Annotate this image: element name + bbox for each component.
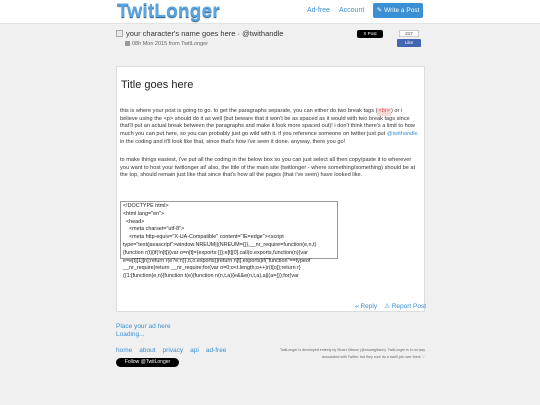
footer-about-link[interactable]: about [139,347,156,354]
post-meta [125,41,208,47]
report-link[interactable] [384,303,426,310]
nav-ad-free[interactable]: Ad-free [307,7,330,14]
loading-text: Loading... [116,331,145,338]
warning-icon: ⚠ [384,303,390,310]
para1-text-b: ) or i believe using the <p> should do it as well (but beware that it won't be as spaced as it would with two break tags since that'll put an actual break between the paragraphs and make it look more spaced out)! i don't think there's a limit to how much you can put here, so you can probably just go wild with it. if you reference someone on twitter just put [120,108,415,138]
top-navbar [0,0,540,24]
code-content: <!DOCTYPE html> <html lang="en"> <head> <meta charset="utf-8"> <meta http-equiv="X-UA-Compatible" content="IE=edge"><script type="text/javascript">window.NREUM||(NREUM={}),__nr_require=function(e,n,t) {function r(t){if(!n[t]){var o=n[t]={exports:{}};e[t][0].call(o.exports,function(n){var e=e[t][1][n];return r(e?e:n)},o,o.exports)}return n[t].exports}if("function"==typeof __nr_require)return __nr_require;for(var o=0;o<t.length;o++)r(t[o]);return r} ({1:[function(e,n){function t(e){function n(n,t,a){e&&e(n,t,a),a||(a={});for(var [123,203,317,280]
code-textarea[interactable] [120,201,338,280]
write-post-button[interactable] [373,3,423,18]
credit-line-2: associated with Twitter, but they sure do a swell job over there ♡ [322,355,425,359]
follow-label: Follow @TwitLonger [124,359,171,365]
post-title: Title goes here [121,79,194,91]
post-paragraph-2: to make things easiest, i've put all the coding in the below box so you can just select all then copy/paste it to wherever you want to host your twitlonger at! also, the title of the main site (twitlonger - where something/something) should be at the top, should remain just like that since that's how all the pages (that i've seen) have looked like. [120,157,416,179]
para1-text-c: in the coding and it'll look like that, since that's how i've seen it done. anyway, there you go! [120,138,346,145]
footer-home-link[interactable]: home [116,347,133,354]
place-ad-link[interactable]: Place your ad here [116,323,171,330]
br-tag-code: <br> [378,108,390,114]
twitlonger-logo[interactable]: TwitLonger [117,1,220,22]
facebook-like-button[interactable] [397,39,421,47]
reply-link[interactable] [355,303,377,310]
post-actions [355,302,426,311]
x-post-button[interactable] [357,30,383,38]
credit-line-1: TwitLonger is developed entirely by Stuart Gibson (@stuartgibson). TwitLonger is in no way [279,348,425,352]
footer-ad-free-link[interactable]: ad-free [205,347,227,354]
author-line[interactable]: your character's name goes here · @twithandle [126,29,284,38]
nav-account[interactable]: Account [339,7,365,14]
pencil-icon: ✎ [376,7,383,14]
avatar[interactable] [116,30,123,37]
post-paragraph-1 [120,108,421,147]
footer-api-link[interactable]: api [190,347,199,354]
footer-privacy-link[interactable]: privacy [162,347,184,354]
para1-text-a: this is where your post is going to go. to get the paragraphs separate, you can either do two break tags ( [120,108,378,114]
twitter-mention-link[interactable]: @twithandle [386,131,418,138]
write-post-label: Write a Post [384,7,420,14]
follow-twitlonger-button[interactable] [116,358,179,367]
facebook-like-count: 217 [399,30,419,37]
reply-icon: ⤶ [355,303,359,310]
report-label: Report Post [391,303,427,310]
facebook-like-label: Like [404,40,414,45]
footer-nav [116,347,233,354]
x-post-label: X Post [363,31,377,36]
calendar-icon [125,41,130,46]
post-date: 08h Mon 2015 from TwitLonger [132,41,209,47]
post-card [116,66,425,312]
footer-credits [265,347,425,361]
reply-label: Reply [360,303,378,310]
